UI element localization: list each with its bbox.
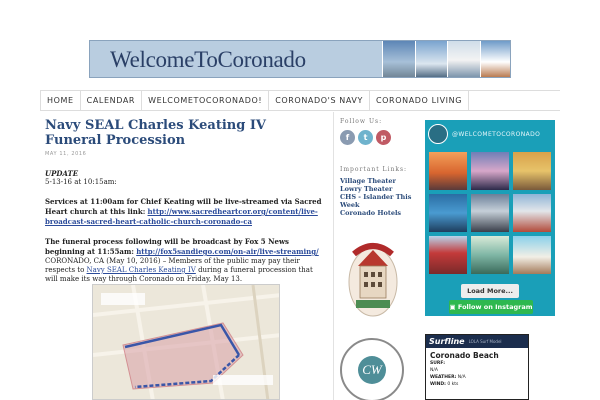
post-date: MAY 11, 2016 (45, 151, 87, 157)
procession-text-a: CORONADO, CA (May 10, 2016) – Members of the public may pay their respects to (45, 257, 300, 274)
hotel-del-webcam-badge[interactable] (348, 236, 398, 318)
banner-photo-bridge (382, 41, 415, 78)
procession-route-map[interactable] (92, 284, 280, 400)
instagram-avatar[interactable] (428, 124, 448, 144)
map-graphic (93, 285, 280, 400)
surfline-widget[interactable] (425, 334, 529, 400)
instagram-photo[interactable] (471, 236, 509, 274)
update-label: UPDATE (45, 169, 79, 178)
follow-heading: Follow Us: (340, 118, 383, 125)
instagram-photo[interactable] (513, 152, 551, 190)
instagram-header[interactable] (428, 124, 540, 144)
important-links-heading: Important Links: (340, 166, 408, 173)
site-banner[interactable] (89, 40, 511, 78)
sacred-heart-link[interactable]: http://www.sacredheartcor.org/content/live-broadcast-sacred-heart-catholic-church-coronado-ca (45, 207, 318, 226)
hotel-del-graphic (348, 236, 398, 318)
surf-row: WEATHER: N/A (430, 375, 466, 380)
instagram-photo[interactable] (429, 194, 467, 232)
seal-monogram: CW (358, 356, 386, 384)
keating-link[interactable]: Navy SEAL Charles Keating IV (86, 266, 196, 274)
pinterest-icon[interactable]: p (376, 130, 391, 145)
instagram-widget (425, 120, 555, 316)
instagram-photo[interactable] (429, 152, 467, 190)
instagram-photo[interactable] (471, 152, 509, 190)
post-title[interactable]: Navy SEAL Charles Keating IV Funeral Procession (45, 118, 266, 148)
livestream-text: Services at 11:00am for Chief Keating will be live-streamed via Sacred Heart church at this link: (45, 197, 322, 216)
broadcast-text: The funeral process following will be broadcast by Fox 5 News beginning at 11:55am: (45, 237, 289, 256)
nav-item-coronado-living[interactable]: CORONADO LIVING (369, 91, 469, 110)
link-lowry-theater[interactable]: Lowry Theater (340, 185, 393, 193)
banner-photo-hotel (480, 41, 512, 78)
procession-paragraph (45, 257, 325, 284)
nav-item-home[interactable]: HOME (40, 91, 80, 110)
surfline-bar (426, 335, 528, 348)
welcome-seal-logo[interactable] (340, 338, 404, 400)
article (45, 118, 325, 284)
link-chs-islander[interactable]: CHS - Islander This Week (340, 193, 412, 209)
instagram-photo-grid (429, 152, 551, 274)
instagram-photo[interactable] (513, 236, 551, 274)
instagram-icon: ▣ (449, 303, 458, 311)
procession-text-b: during a funeral procession that will make its way through Coronado on Friday, May 13. (45, 266, 313, 283)
banner-photo-sailboat (447, 41, 480, 78)
surfline-tagline: LOLA Surf Model (468, 339, 502, 344)
follow-on-instagram-button[interactable] (449, 300, 533, 314)
surf-row: SURF: (430, 361, 445, 366)
nav-item-coronados-navy[interactable]: CORONADO'S NAVY (268, 91, 369, 110)
important-links-list (340, 177, 420, 217)
instagram-handle[interactable]: @WELCOMETOCORONADO (452, 130, 541, 138)
column-divider (333, 112, 334, 400)
surfline-logo[interactable]: Surfline (429, 337, 465, 346)
fox5-link[interactable]: http://fox5sandiego.com/on-air/live-streaming/ (136, 247, 319, 256)
social-links (340, 130, 391, 145)
follow-label: Follow on Instagram (457, 303, 533, 311)
facebook-icon[interactable]: f (340, 130, 355, 145)
banner-photo-strip (382, 41, 511, 78)
broadcast-paragraph (45, 237, 325, 257)
surf-spot-name: Coronado Beach (430, 351, 499, 360)
instagram-photo[interactable] (513, 194, 551, 232)
surf-row: N/A (430, 368, 438, 373)
instagram-photo[interactable] (471, 194, 509, 232)
link-coronado-hotels[interactable]: Coronado Hotels (340, 209, 402, 217)
nav-item-calendar[interactable]: CALENDAR (80, 91, 141, 110)
link-village-theater[interactable]: Village Theater (340, 177, 396, 185)
banner-photo-bay (415, 41, 448, 78)
surf-row: WIND: 0 kts (430, 382, 459, 387)
twitter-icon[interactable]: t (358, 130, 373, 145)
main-nav (40, 90, 560, 111)
livestream-paragraph (45, 197, 325, 227)
update-time: 5-13-16 at 10:15am: (45, 178, 117, 186)
instagram-photo[interactable] (429, 236, 467, 274)
nav-item-welcometocoronado[interactable]: WELCOMETOCORONADO! (141, 91, 268, 110)
site-title[interactable]: WelcomeToCoronado (110, 47, 306, 72)
load-more-button[interactable]: Load More... (461, 284, 519, 298)
